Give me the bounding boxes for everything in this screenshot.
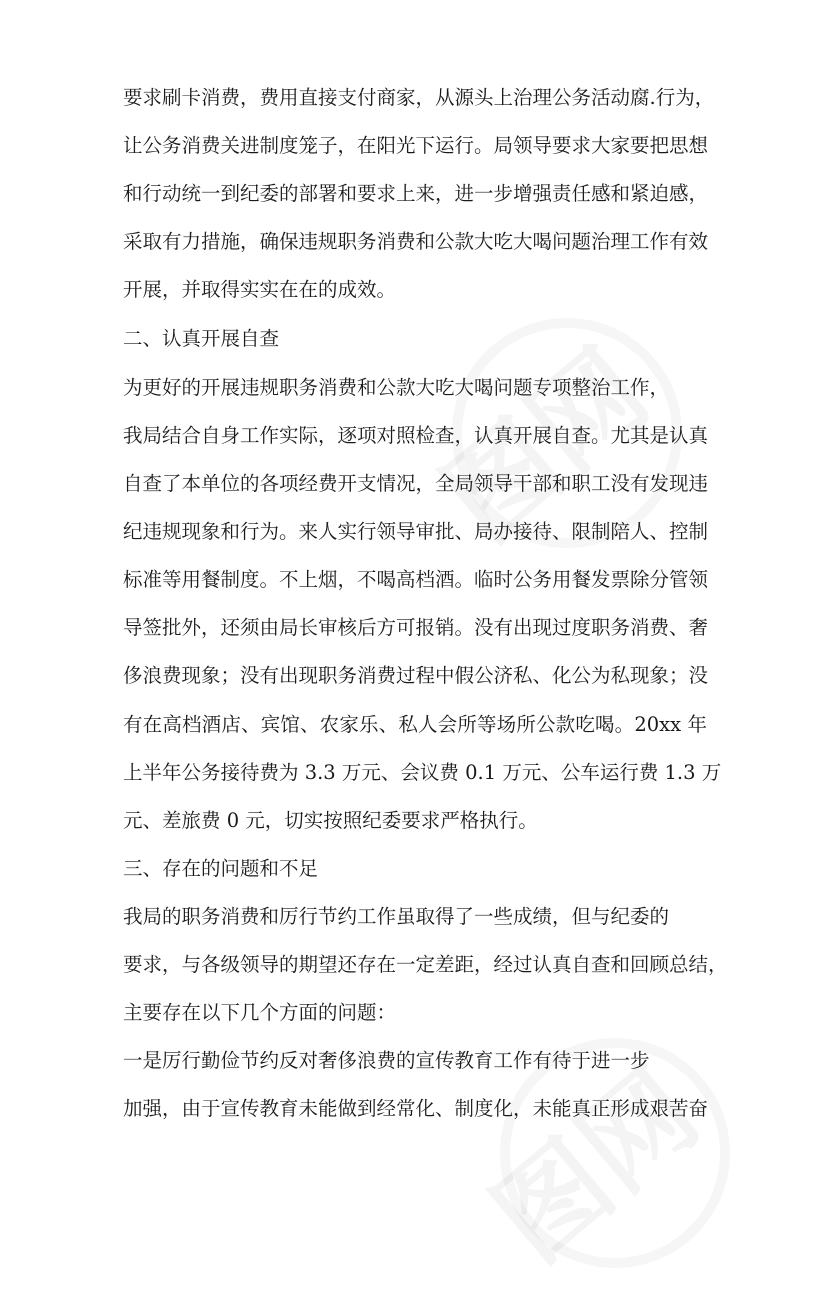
paragraph-line: 自查了本单位的各项经费开支情况，全局领导干部和职工没有发现违 <box>123 472 709 495</box>
paragraph-line: 导签批外，还须由局长审核后方可报销。没有出现过度职务消费、奢 <box>123 616 709 639</box>
paragraph-line: 让公务消费关进制度笼子，在阳光下运行。局领导要求大家要把思想 <box>123 134 709 157</box>
paragraph-line: 要求刷卡消费，费用直接支付商家，从源头上治理公务活动腐.行为， <box>123 86 715 109</box>
paragraph-line: 侈浪费现象；没有出现职务消费过程中假公济私、化公为私现象；没 <box>123 664 709 687</box>
paragraph-line: 元、差旅费 0 元，切实按照纪委要求严格执行。 <box>123 809 538 832</box>
paragraph-line: 上半年公务接待费为 3.3 万元、会议费 0.1 万元、公车运行费 1.3 万 <box>123 761 722 784</box>
paragraph-line: 有在高档酒店、宾馆、农家乐、私人会所等场所公款吃喝。20xx 年 <box>123 713 707 736</box>
paragraph-line: 纪违规现象和行为。来人实行领导审批、局办接待、限制陪人、控制 <box>123 520 709 543</box>
section-heading: 二、认真开展自查 <box>123 327 280 350</box>
section-heading: 三、存在的问题和不足 <box>123 857 319 880</box>
paragraph-line: 开展，并取得实实在在的成效。 <box>123 278 397 301</box>
paragraph-line: 加强，由于宣传教育未能做到经常化、制度化，未能真正形成艰苦奋 <box>123 1097 709 1120</box>
paragraph-line: 一是厉行勤俭节约反对奢侈浪费的宣传教育工作有待于进一步 <box>123 1049 650 1072</box>
paragraph-line: 主要存在以下几个方面的问题： <box>123 1001 397 1024</box>
paragraph-line: 采取有力措施，确保违规职务消费和公款大吃大喝问题治理工作有效 <box>123 230 709 253</box>
paragraph-line: 和行动统一到纪委的部署和要求上来，进一步增强责任感和紧迫感， <box>123 182 709 205</box>
paragraph-line: 我局结合自身工作实际，逐项对照检查，认真开展自查。尤其是认真 <box>123 424 709 447</box>
paragraph-line: 标准等用餐制度。不上烟，不喝高档酒。临时公务用餐发票除分管领 <box>123 568 709 591</box>
paragraph-line: 为更好的开展违规职务消费和公款大吃大喝问题专项整治工作， <box>123 376 670 399</box>
paragraph-line: 要求，与各级领导的期望还存在一定差距，经过认真自查和回顾总结， <box>123 953 728 976</box>
paragraph-line: 我局的职务消费和厉行节约工作虽取得了一些成绩，但与纪委的 <box>123 905 670 928</box>
